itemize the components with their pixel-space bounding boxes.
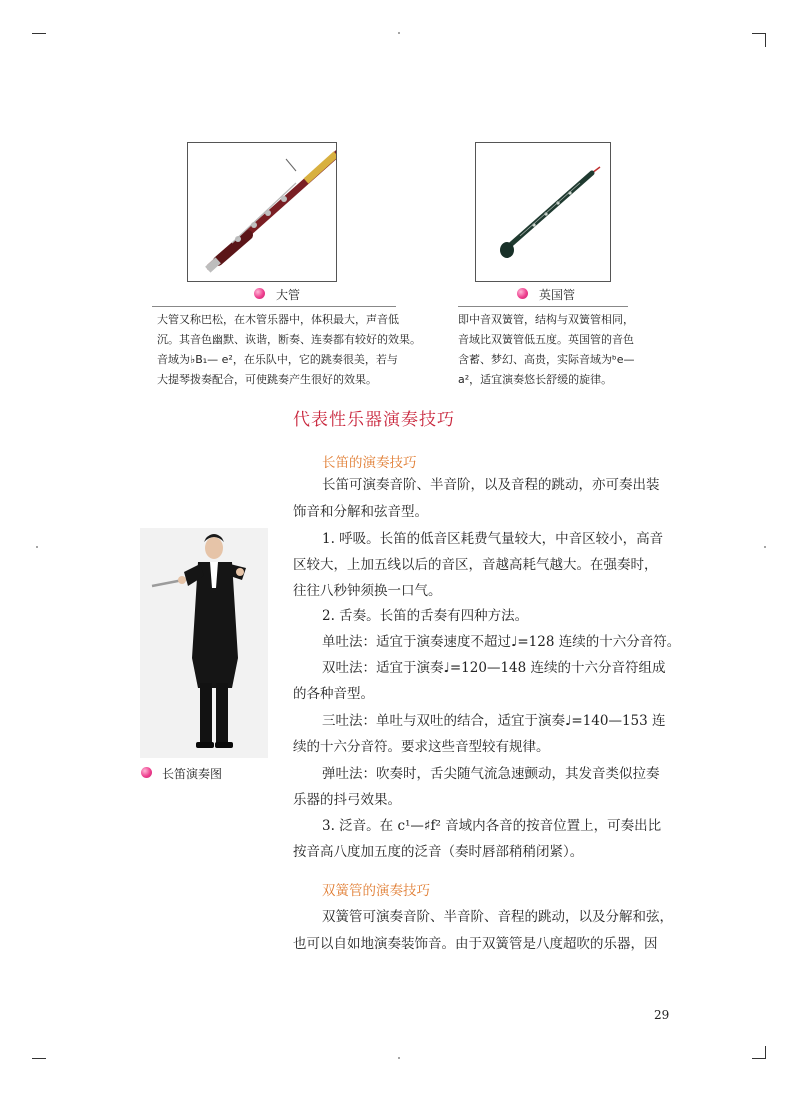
text-line: 1. 呼吸。长笛的低音区耗费气量较大，中音区较小，高音 xyxy=(322,531,664,547)
crop-mark xyxy=(765,1046,766,1059)
bassoon-caption: 大管 xyxy=(276,288,301,302)
flute-subtitle: 长笛的演奏技巧 xyxy=(322,455,417,471)
text-line: 长笛可演奏音阶、半音阶，以及音程的跳动，亦可奏出装 xyxy=(322,477,660,493)
english-horn-caption: 英国管 xyxy=(539,288,576,302)
text-line: 续的十六分音符。要求这些音型较有规律。 xyxy=(293,739,550,755)
crop-mark xyxy=(752,33,766,34)
bassoon-image xyxy=(187,142,337,282)
caption-rule xyxy=(152,306,396,307)
text-line: 往往八秒钟须换一口气。 xyxy=(293,583,442,599)
desc-line: 含蓄、梦幻、高贵，实际音域为ᵇe— xyxy=(458,353,635,366)
oboe-subtitle: 双簧管的演奏技巧 xyxy=(322,883,430,899)
text-line: 2. 舌奏。长笛的舌奏有四种方法。 xyxy=(322,608,529,624)
crop-mark xyxy=(765,33,766,47)
desc-line: 音域比双簧管低五度。英国管的音色 xyxy=(458,333,634,346)
flute-player-photo xyxy=(140,528,268,758)
bassoon-description xyxy=(157,310,421,390)
text-line: 也可以自如地演奏装饰音。由于双簧管是八度超吹的乐器，因 xyxy=(293,936,658,952)
text-line: 弹吐法：吹奏时，舌尖随气流急速颤动，其发音类似拉奏 xyxy=(322,766,660,782)
flute-photo-caption: 长笛演奏图 xyxy=(162,767,223,781)
desc-line: 大管又称巴松，在木管乐器中，体积最大，声音低 xyxy=(157,313,399,326)
registration-dot xyxy=(36,546,38,548)
caption-bullet-icon xyxy=(141,767,152,778)
text-line: 饰音和分解和弦音型。 xyxy=(293,504,428,520)
desc-line: 大提琴拨奏配合，可使跳奏产生很好的效果。 xyxy=(157,373,377,386)
desc-line: 音域为♭B₁— e²，在乐队中，它的跳奏很美，若与 xyxy=(157,353,398,366)
text-line: 单吐法：适宜于演奏速度不超过♩=128 连续的十六分音符。 xyxy=(322,634,681,650)
text-line: 三吐法：单吐与双吐的结合，适宜于演奏♩=140—153 连 xyxy=(322,713,666,729)
page-number: 29 xyxy=(654,1008,670,1022)
crop-mark xyxy=(32,1058,46,1059)
text-line: 按音高八度加五度的泛音（奏时唇部稍稍闭紧）。 xyxy=(293,844,584,860)
registration-dot xyxy=(398,32,400,34)
desc-line: 沉。其音色幽默、诙谐，断奏、连奏都有较好的效果。 xyxy=(157,333,421,346)
caption-rule xyxy=(458,306,628,307)
oboe-body xyxy=(293,905,688,955)
caption-bullet-icon xyxy=(517,288,528,299)
text-line: 3. 泛音。在 c¹—♯f² 音域内各音的按音位置上，可奏出比 xyxy=(322,818,662,834)
english-horn-image xyxy=(475,142,611,282)
section-title: 代表性乐器演奏技巧 xyxy=(293,410,455,430)
text-line: 的各种音型。 xyxy=(293,686,374,702)
flute-body xyxy=(293,473,688,863)
crop-mark xyxy=(32,33,46,34)
registration-dot xyxy=(764,546,766,548)
desc-line: 即中音双簧管，结构与双簧管相同， xyxy=(458,313,634,326)
text-line: 乐器的抖弓效果。 xyxy=(293,792,401,808)
crop-mark xyxy=(752,1058,766,1059)
registration-dot xyxy=(398,1057,400,1059)
text-line: 区较大，上加五线以后的音区，音越高耗气越大。在强奏时， xyxy=(293,557,658,573)
text-line: 双吐法：适宜于演奏♩=120—148 连续的十六分音符组成 xyxy=(322,660,666,676)
text-line: 双簧管可演奏音阶、半音阶、音程的跳动，以及分解和弦， xyxy=(322,909,673,925)
desc-line: a²，适宜演奏悠长舒缓的旋律。 xyxy=(458,373,613,386)
english-horn-description xyxy=(458,310,633,390)
caption-bullet-icon xyxy=(254,288,265,299)
